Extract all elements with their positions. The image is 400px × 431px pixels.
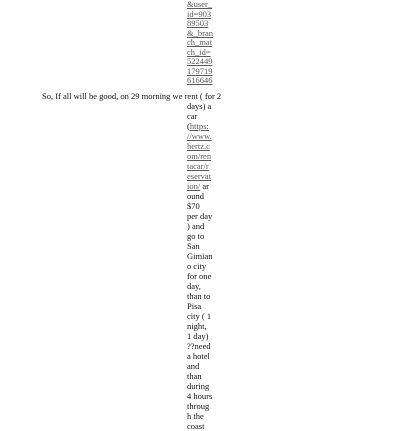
paragraph-text-after-link: ar ound $70 per day ) and go to San Gimian o city for one day, than to Pisa city ( 1 night, 1 day) ??need a hotel and than during 4 hours throug h the coast: [187, 181, 213, 431]
truncated-url-link[interactable]: &user_ id=903 89503 &_bran ch_mat ch_id= 522449 179719 616646: [187, 0, 213, 85]
paragraph-lead-line: [42, 91, 222, 101]
paragraph-text-before-link: days) a car (: [187, 101, 212, 131]
paragraph-lead-text: So, If all will be good, on 29 morning we rent ( for 2: [42, 91, 222, 101]
hertz-reservation-link[interactable]: https: //www. hertz.c om/ren tacar/r eservat ion/: [187, 121, 212, 191]
paragraph-column: [187, 101, 217, 431]
